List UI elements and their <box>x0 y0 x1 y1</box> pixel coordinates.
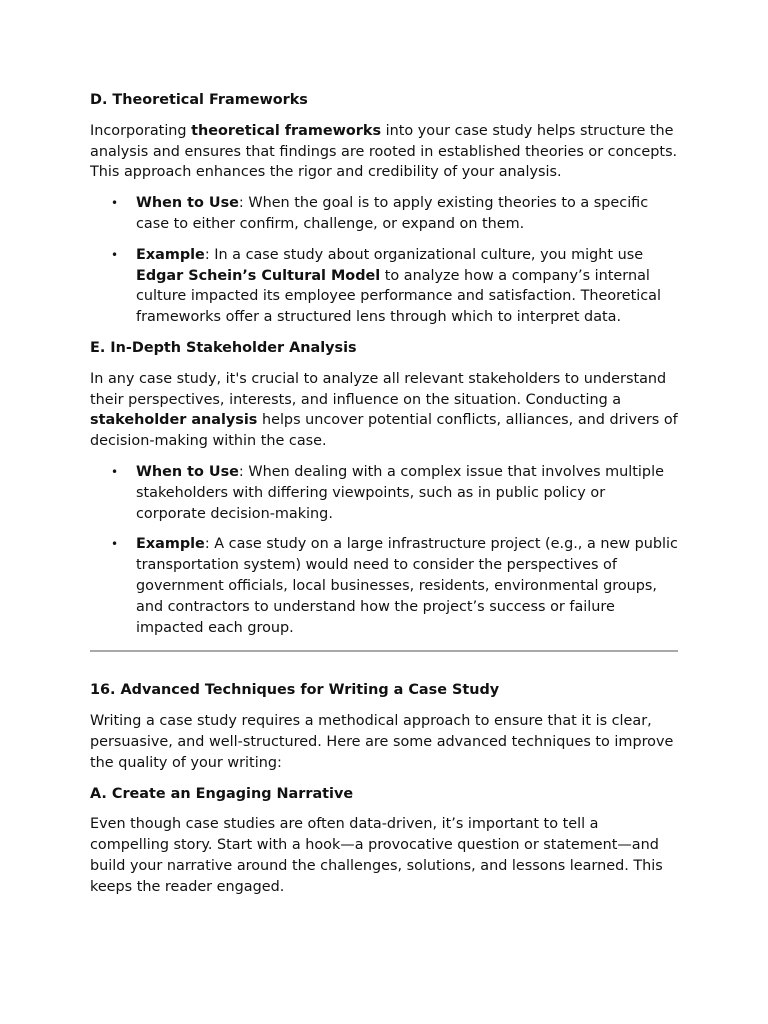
section-d-intro <box>90 121 678 183</box>
bullet-label: Example <box>136 246 205 263</box>
list-item <box>136 193 678 235</box>
bullet-label: When to Use <box>136 463 239 480</box>
bullet-text: : When the goal is to apply existing theories to a specific case to either confirm, challenge, or expand on them. <box>136 195 649 232</box>
list-item <box>136 462 678 524</box>
section-d-intro-pre: Incorporating <box>90 122 192 139</box>
list-item <box>136 534 678 638</box>
bullet-text: : In a case study about organizational culture, you might use <box>204 246 644 263</box>
bullet-bold-term: Edgar Schein’s Cultural Model <box>136 267 381 284</box>
section-a-body: Even though case studies are often data-driven, it’s important to tell a compelling story. Start with a hook—a provocative question or statement—and build your narrative around the challenges, solutions, and lessons learned. This keeps the reader engaged. <box>90 816 663 895</box>
bullet-label: When to Use <box>136 195 239 212</box>
section-d-intro-post: into your case study helps structure the analysis and ensures that findings are rooted in established theories or concepts. This approach enhances the rigor and credibility of your analysis. <box>90 122 678 181</box>
section-a-heading: A. Create an Engaging Narrative <box>90 785 354 802</box>
section-divider <box>90 650 678 652</box>
list-item <box>136 245 678 328</box>
section-e-intro <box>90 369 678 452</box>
section-e-heading: E. In-Depth Stakeholder Analysis <box>90 339 357 356</box>
section-d-intro-bold: theoretical frameworks <box>191 122 382 139</box>
document-page <box>90 90 678 908</box>
section-e-intro-bold: stakeholder analysis <box>90 412 258 429</box>
bullet-label: Example <box>136 536 205 553</box>
section-e-intro-post: helps uncover potential conflicts, alliances, and drivers of decision-making within the case. <box>90 412 678 450</box>
section-16-heading: 16. Advanced Techniques for Writing a Case Study <box>90 682 500 699</box>
bullet-text: to analyze how a company’s internal culture impacted its employee performance and satisfaction. Theoretical frameworks offer a structured lens through which to interpret data. <box>136 267 661 326</box>
section-e-list <box>90 462 678 638</box>
section-d-heading: D. Theoretical Frameworks <box>90 92 308 108</box>
section-e-intro-pre: In any case study, it's crucial to analyze all relevant stakeholders to understand their perspectives, interests, and influence on the situation. Conducting a <box>90 370 667 408</box>
section-16-intro: Writing a case study requires a methodical approach to ensure that it is clear, persuasive, and well-structured. Here are some advanced techniques to improve the quality of your writing: <box>90 713 674 771</box>
bullet-text: : A case study on a large infrastructure project (e.g., a new public transportation system) would need to consider the perspectives of government officials, local businesses, residents, environmental groups, and contractors to understand how the project’s success or failure impacted each group. <box>136 536 678 636</box>
bullet-text: : When dealing with a complex issue that involves multiple stakeholders with differing viewpoints, such as in public policy or corporate decision-making. <box>136 463 664 522</box>
section-d-list <box>90 193 678 328</box>
